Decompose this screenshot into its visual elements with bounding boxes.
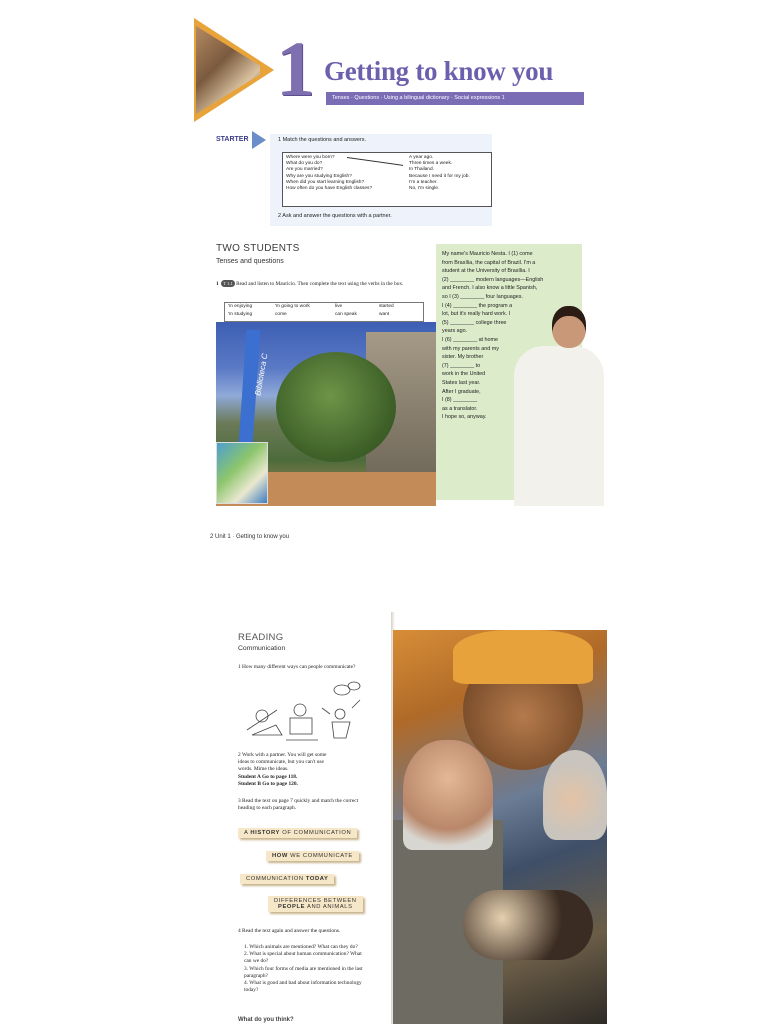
text-line: work in the United	[442, 371, 486, 378]
map-photo	[216, 442, 268, 504]
old-woman	[543, 750, 607, 840]
textbook-page-2	[228, 612, 608, 1024]
question: Are you married?	[286, 167, 323, 173]
text-line: as a translator.	[442, 405, 478, 412]
section-heading: READING	[238, 632, 284, 643]
turban	[453, 630, 593, 684]
text-line: I (4) ________ the program a	[442, 302, 513, 309]
section-heading: TWO STUDENTS	[216, 243, 300, 254]
text-line: (2) ________ modern languages—English	[442, 276, 544, 283]
heading-card-how[interactable]	[266, 851, 359, 861]
answer: Three times a week.	[409, 161, 453, 167]
q2-line: words. Mime the ideas.	[238, 766, 289, 773]
old-man-head	[403, 740, 493, 850]
heading-card-history[interactable]	[238, 828, 357, 838]
textbook-page-1	[194, 18, 605, 538]
text-line: sister. My brother	[442, 354, 484, 361]
q4-item: 1. Which animals are mentioned? What can they do?	[244, 944, 358, 950]
text-line: student at the University of Brasília. I	[442, 268, 530, 275]
question: Why are you studying English?	[286, 173, 352, 179]
verb: 'm enjoying	[228, 304, 253, 309]
section-subheading: Communication	[238, 645, 286, 652]
starter-question-2: 2 Ask and answer the questions with a partner.	[278, 213, 392, 219]
text-line: My name's Mauricio Nesta. I (1) come	[442, 251, 533, 257]
instruction-text: Read and listen to Mauricio. Then complete the text using the verbs in the box.	[236, 281, 404, 287]
verb: live	[335, 304, 343, 309]
tag-bold: PEOPLE	[277, 904, 306, 910]
tag-post: AND ANIMALS	[305, 904, 353, 910]
reading-question-3: 3 Read the text on page 7 quickly and match the correct heading to each paragraph.	[238, 798, 359, 812]
question: When did you start learning English?	[286, 179, 365, 185]
page-footer: 2 Unit 1 · Getting to know you	[210, 534, 290, 540]
audio-track-badge: T 1.1	[223, 281, 233, 286]
verb: want	[379, 312, 390, 317]
answer: In Thailand.	[409, 167, 434, 173]
reading-question-2	[238, 752, 366, 788]
tag-bold: HOW	[272, 853, 288, 859]
tag-pre: A	[244, 830, 251, 836]
student-photo	[494, 306, 604, 506]
communication-sketch	[242, 680, 364, 744]
text-line: I hope so, anyway.	[442, 414, 487, 421]
q4-item: 2. What is special about human communication? What can we do?	[244, 951, 362, 965]
text-line: lot, but it's really hard work. I	[442, 311, 511, 318]
section-subheading: Tenses and questions	[216, 258, 284, 265]
text-line: States last year.	[442, 379, 481, 386]
q2-line: 2 Work with a partner. You will get some	[238, 752, 327, 758]
q4-item: 4. What is good and bad about information technology today?	[244, 980, 362, 994]
question-4-list	[238, 944, 366, 994]
text-line: with my parents and my	[442, 345, 499, 352]
text-line: (7) ________ to	[442, 362, 481, 369]
answer: A year ago.	[409, 155, 434, 160]
answer: Because I need it for my job.	[409, 173, 470, 179]
tag-pre: COMMUNICATION	[246, 876, 306, 882]
monkeys	[463, 890, 593, 960]
verb: started	[379, 304, 394, 309]
question: Where were you born?	[286, 155, 335, 160]
question: What do you do?	[286, 161, 323, 167]
exercise-1-instruction	[216, 280, 434, 288]
tag-pre: DIFFERENCES BETWEEN	[274, 898, 357, 904]
what-do-you-think: What do you think?	[238, 1017, 294, 1023]
unit-number: 1	[276, 25, 315, 112]
communication-collage-photo	[393, 630, 607, 1024]
reading-question-4: 4 Read the text again and answer the questions.	[238, 928, 341, 934]
verb: 'm going to work	[275, 304, 310, 309]
q2-line: Student A Go to page 118.	[238, 773, 298, 780]
verb: 'm studying	[228, 312, 253, 317]
campus-photo	[216, 322, 436, 506]
verb-box	[224, 302, 424, 322]
q2-line: Student B Go to page 120.	[238, 780, 298, 787]
exercise-number: 1	[216, 281, 219, 287]
verb: come	[275, 312, 287, 317]
unit-title: Getting to know you	[324, 56, 554, 86]
text-line: After I graduate,	[442, 388, 481, 395]
text-line: (5) ________ college three	[442, 319, 507, 326]
answers-column	[409, 155, 470, 192]
answer: No, I'm single.	[409, 186, 440, 192]
starter-question-1: 1 Match the questions and answers.	[278, 137, 367, 143]
text-line: I (6) ________ at home	[442, 336, 499, 343]
heading-card-differences[interactable]	[268, 896, 363, 912]
heading-card-today[interactable]	[240, 874, 334, 884]
text-line: from Brasília, the capital of Brazil. I'm a	[442, 259, 536, 266]
text-line: I (8) ________	[442, 397, 478, 404]
student-head	[552, 306, 586, 348]
tag-bold: HISTORY	[250, 830, 281, 836]
tag-post: OF COMMUNICATION	[280, 830, 352, 836]
tree	[276, 352, 396, 462]
unit-topics-bar: Tenses · Questions · Using a bilingual dictionary · Social expressions 1	[326, 92, 584, 105]
text-line: years ago.	[442, 328, 468, 335]
reading-question-1: 1 How many different ways can people communicate?	[238, 664, 356, 670]
answer: I'm a teacher.	[409, 179, 438, 185]
tag-post: WE COMMUNICATE	[287, 853, 353, 859]
match-table	[282, 152, 492, 207]
student-body	[514, 346, 604, 506]
q2-line: ideas to communicate, but you can't use	[238, 759, 324, 766]
verb: can speak	[335, 312, 357, 317]
tag-bold: TODAY	[305, 876, 329, 882]
text-line: and French. I also know a little Spanish,	[442, 285, 538, 292]
text-line: so I (3) ________ four languages.	[442, 293, 523, 300]
starter-arrow-icon	[252, 131, 266, 149]
library-sign: Biblioteca C	[253, 352, 270, 397]
starter-label: STARTER	[216, 136, 249, 143]
q4-item: 3. Which four forms of media are mentioned in the last paragraph?	[244, 965, 363, 979]
question: How often do you have English classes?	[286, 186, 373, 192]
